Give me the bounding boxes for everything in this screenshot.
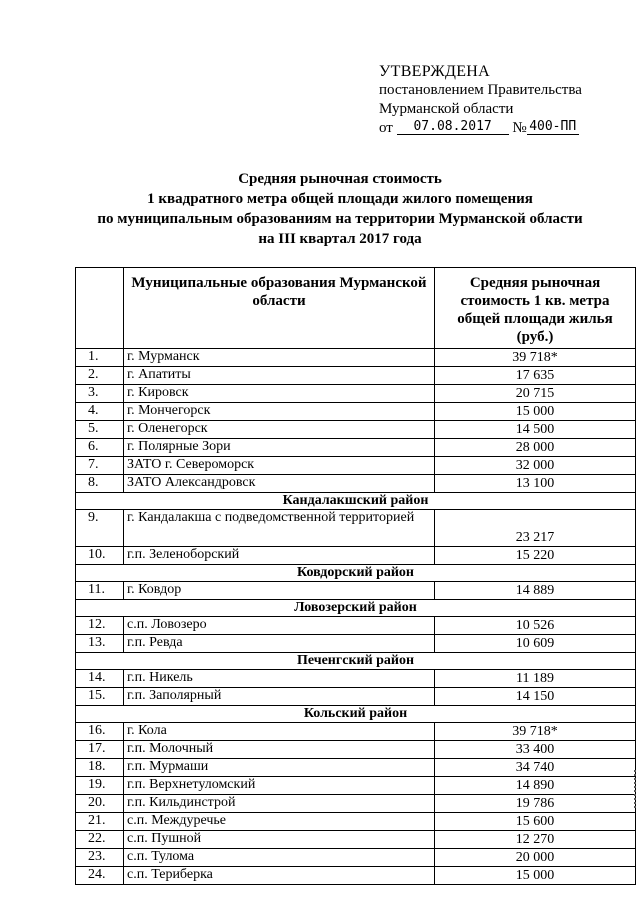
table-row [76,475,636,493]
district-name: Кольский район [76,706,636,723]
row-number: 2. [76,367,124,385]
municipality-name: с.п. Ловозеро [124,617,435,635]
municipality-name: г.п. Зеленоборский [124,547,435,565]
number-label: № [512,120,527,136]
row-number: 18. [76,759,124,777]
row-number: 4. [76,403,124,421]
scan-edge-mark [634,770,639,808]
table-row [76,867,636,885]
header-price: Средняя рыночная стоимость 1 кв. метра общей площади жилья (руб.) [435,268,636,349]
row-number: 7. [76,457,124,475]
decree-number: 400-ПП [527,119,579,135]
municipality-name: г.п. Кильдинстрой [124,795,435,813]
row-number: 14. [76,670,124,688]
table-row [76,688,636,706]
district-group-row [76,493,636,510]
district-name: Кандалакшский район [76,493,636,510]
price-value: 14 889 [435,582,636,600]
row-number: 11. [76,582,124,600]
table-row [76,831,636,849]
table-row [76,582,636,600]
row-number: 17. [76,741,124,759]
municipality-name: ЗАТО Александровск [124,475,435,493]
row-number: 23. [76,849,124,867]
row-number: 1. [76,349,124,367]
table-row [76,635,636,653]
table-row [76,385,636,403]
approval-heading: УТВЕРЖДЕНА [379,63,491,80]
table-row [76,421,636,439]
municipality-name: г. Оленегорск [124,421,435,439]
row-number: 22. [76,831,124,849]
table-row [76,723,636,741]
municipality-name: г. Кола [124,723,435,741]
table-row [76,849,636,867]
district-name: Ковдорский район [76,565,636,582]
approval-date-line [379,119,619,138]
table-row [76,670,636,688]
row-number: 6. [76,439,124,457]
document-title [40,169,640,249]
row-number: 3. [76,385,124,403]
municipality-name: г.п. Ревда [124,635,435,653]
district-group-row [76,706,636,723]
municipality-name: г. Апатиты [124,367,435,385]
municipality-name: г. Кировск [124,385,435,403]
title-line-3: по муниципальным образованиям на территории Мурманской области [97,211,583,227]
approval-line-region: Мурманской области [379,101,514,117]
price-value: 14 500 [435,421,636,439]
price-value: 10 609 [435,635,636,653]
price-value: 17 635 [435,367,636,385]
price-table [75,267,636,885]
price-value: 15 000 [435,867,636,885]
price-value: 39 718* [435,723,636,741]
row-number: 16. [76,723,124,741]
price-value: 15 600 [435,813,636,831]
price-value: 10 526 [435,617,636,635]
price-value: 19 786 [435,795,636,813]
table-row [76,813,636,831]
table-row [76,439,636,457]
municipality-name: г.п. Никель [124,670,435,688]
decree-date: 07.08.2017 [397,119,509,135]
price-value: 15 220 [435,547,636,565]
price-value: 13 100 [435,475,636,493]
table-row [76,741,636,759]
price-value: 20 000 [435,849,636,867]
table-row [76,795,636,813]
municipality-name: г.п. Молочный [124,741,435,759]
row-number: 13. [76,635,124,653]
table-row [76,510,636,547]
municipality-name: с.п. Пушной [124,831,435,849]
price-value: 15 000 [435,403,636,421]
municipality-name: г. Мончегорск [124,403,435,421]
row-number: 8. [76,475,124,493]
district-group-row [76,600,636,617]
table-row [76,777,636,795]
title-line-1: Средняя рыночная стоимость [238,171,442,187]
price-value: 11 189 [435,670,636,688]
from-label: от [379,120,393,136]
price-value: 39 718* [435,349,636,367]
row-number: 10. [76,547,124,565]
row-number: 24. [76,867,124,885]
district-group-row [76,653,636,670]
municipality-name: г.п. Верхнетуломский [124,777,435,795]
municipality-name: ЗАТО г. Североморск [124,457,435,475]
municipality-name: с.п. Междуречье [124,813,435,831]
district-name: Ловозерский район [76,600,636,617]
municipality-name: с.п. Тулома [124,849,435,867]
row-number: 15. [76,688,124,706]
title-line-2: 1 квадратного метра общей площади жилого помещения [147,191,533,207]
table-row [76,457,636,475]
municipality-name: г. Мурманск [124,349,435,367]
price-value: 14 150 [435,688,636,706]
municipality-name: г.п. Заполярный [124,688,435,706]
table-body [76,349,636,885]
price-value: 20 715 [435,385,636,403]
district-group-row [76,565,636,582]
municipality-name: г. Ковдор [124,582,435,600]
price-value: 12 270 [435,831,636,849]
price-value: 23 217 [435,510,636,547]
header-municipality: Муниципальные образования Мурманской области [124,268,435,349]
table-row [76,759,636,777]
approval-line-decree: постановлением Правительства [379,82,582,98]
municipality-name: с.п. Териберка [124,867,435,885]
municipality-name: г.п. Мурмаши [124,759,435,777]
price-value: 33 400 [435,741,636,759]
row-number: 9. [76,510,124,547]
table-header-row [76,268,636,349]
price-value: 14 890 [435,777,636,795]
row-number: 5. [76,421,124,439]
price-value: 32 000 [435,457,636,475]
header-number [76,268,124,349]
district-name: Печенгский район [76,653,636,670]
approval-block [379,62,619,138]
table-row [76,617,636,635]
row-number: 19. [76,777,124,795]
table-row [76,367,636,385]
row-number: 20. [76,795,124,813]
municipality-name: г. Кандалакша с подведомственной территорией [124,510,435,547]
row-number: 12. [76,617,124,635]
municipality-name: г. Полярные Зори [124,439,435,457]
row-number: 21. [76,813,124,831]
price-value: 28 000 [435,439,636,457]
table-row [76,349,636,367]
title-line-4: на III квартал 2017 года [258,231,422,247]
price-value: 34 740 [435,759,636,777]
table-row [76,547,636,565]
table-row [76,403,636,421]
